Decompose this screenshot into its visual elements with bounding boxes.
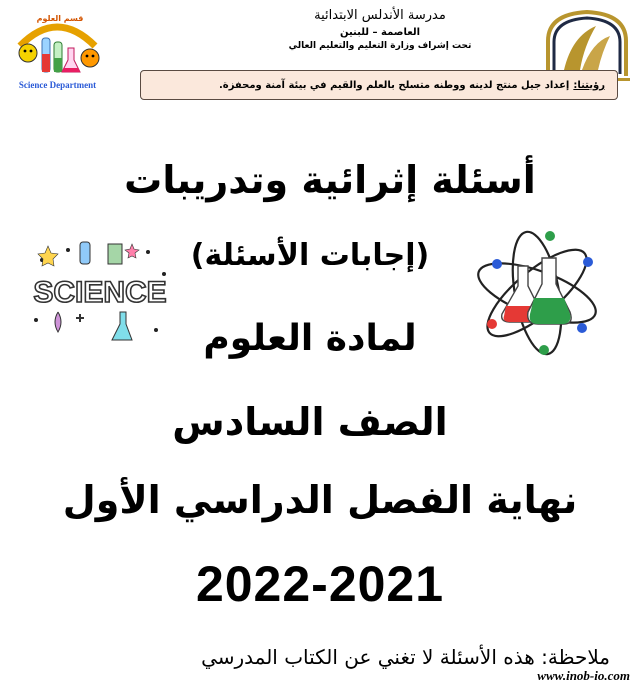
school-name: مدرسة الأندلس الابتدائية xyxy=(314,8,446,23)
grade-title: الصف السادس xyxy=(172,400,448,444)
vision-label: رؤيتنا: xyxy=(573,79,605,91)
logo-caption: Science Department xyxy=(18,80,97,90)
science-word: SCIENCE xyxy=(33,276,167,309)
website-watermark: www.inob-io.com xyxy=(537,668,630,683)
main-title: أسئلة إثرائية وتدريبات xyxy=(124,158,536,202)
atom-flasks-icon xyxy=(470,228,605,358)
term-title: نهاية الفصل الدراسي الأول xyxy=(62,478,578,522)
answers-subtitle: (إجابات الأسئلة) xyxy=(190,238,430,273)
academic-year: 2022-2021 xyxy=(195,556,445,612)
logo-arc-text: قسم العلوم xyxy=(36,14,84,23)
vision-statement-box xyxy=(140,70,618,100)
science-clipart xyxy=(28,238,173,348)
note-text: ملاحظة: هذه الأسئلة لا تغني عن الكتاب المدرسي xyxy=(201,645,610,669)
vision-text: إعداد جيل منتج لدينه ووطنه متسلح بالعلم والقيم في بيئة آمنة ومحفزة. xyxy=(219,79,570,91)
science-department-logo xyxy=(10,8,105,98)
supervising-authority: تحت إشراف وزارة التعليم والتعليم العالي xyxy=(288,41,472,51)
subject-title: لمادة العلوم xyxy=(203,318,417,359)
school-region: العاصمة – للبنين xyxy=(339,27,421,38)
